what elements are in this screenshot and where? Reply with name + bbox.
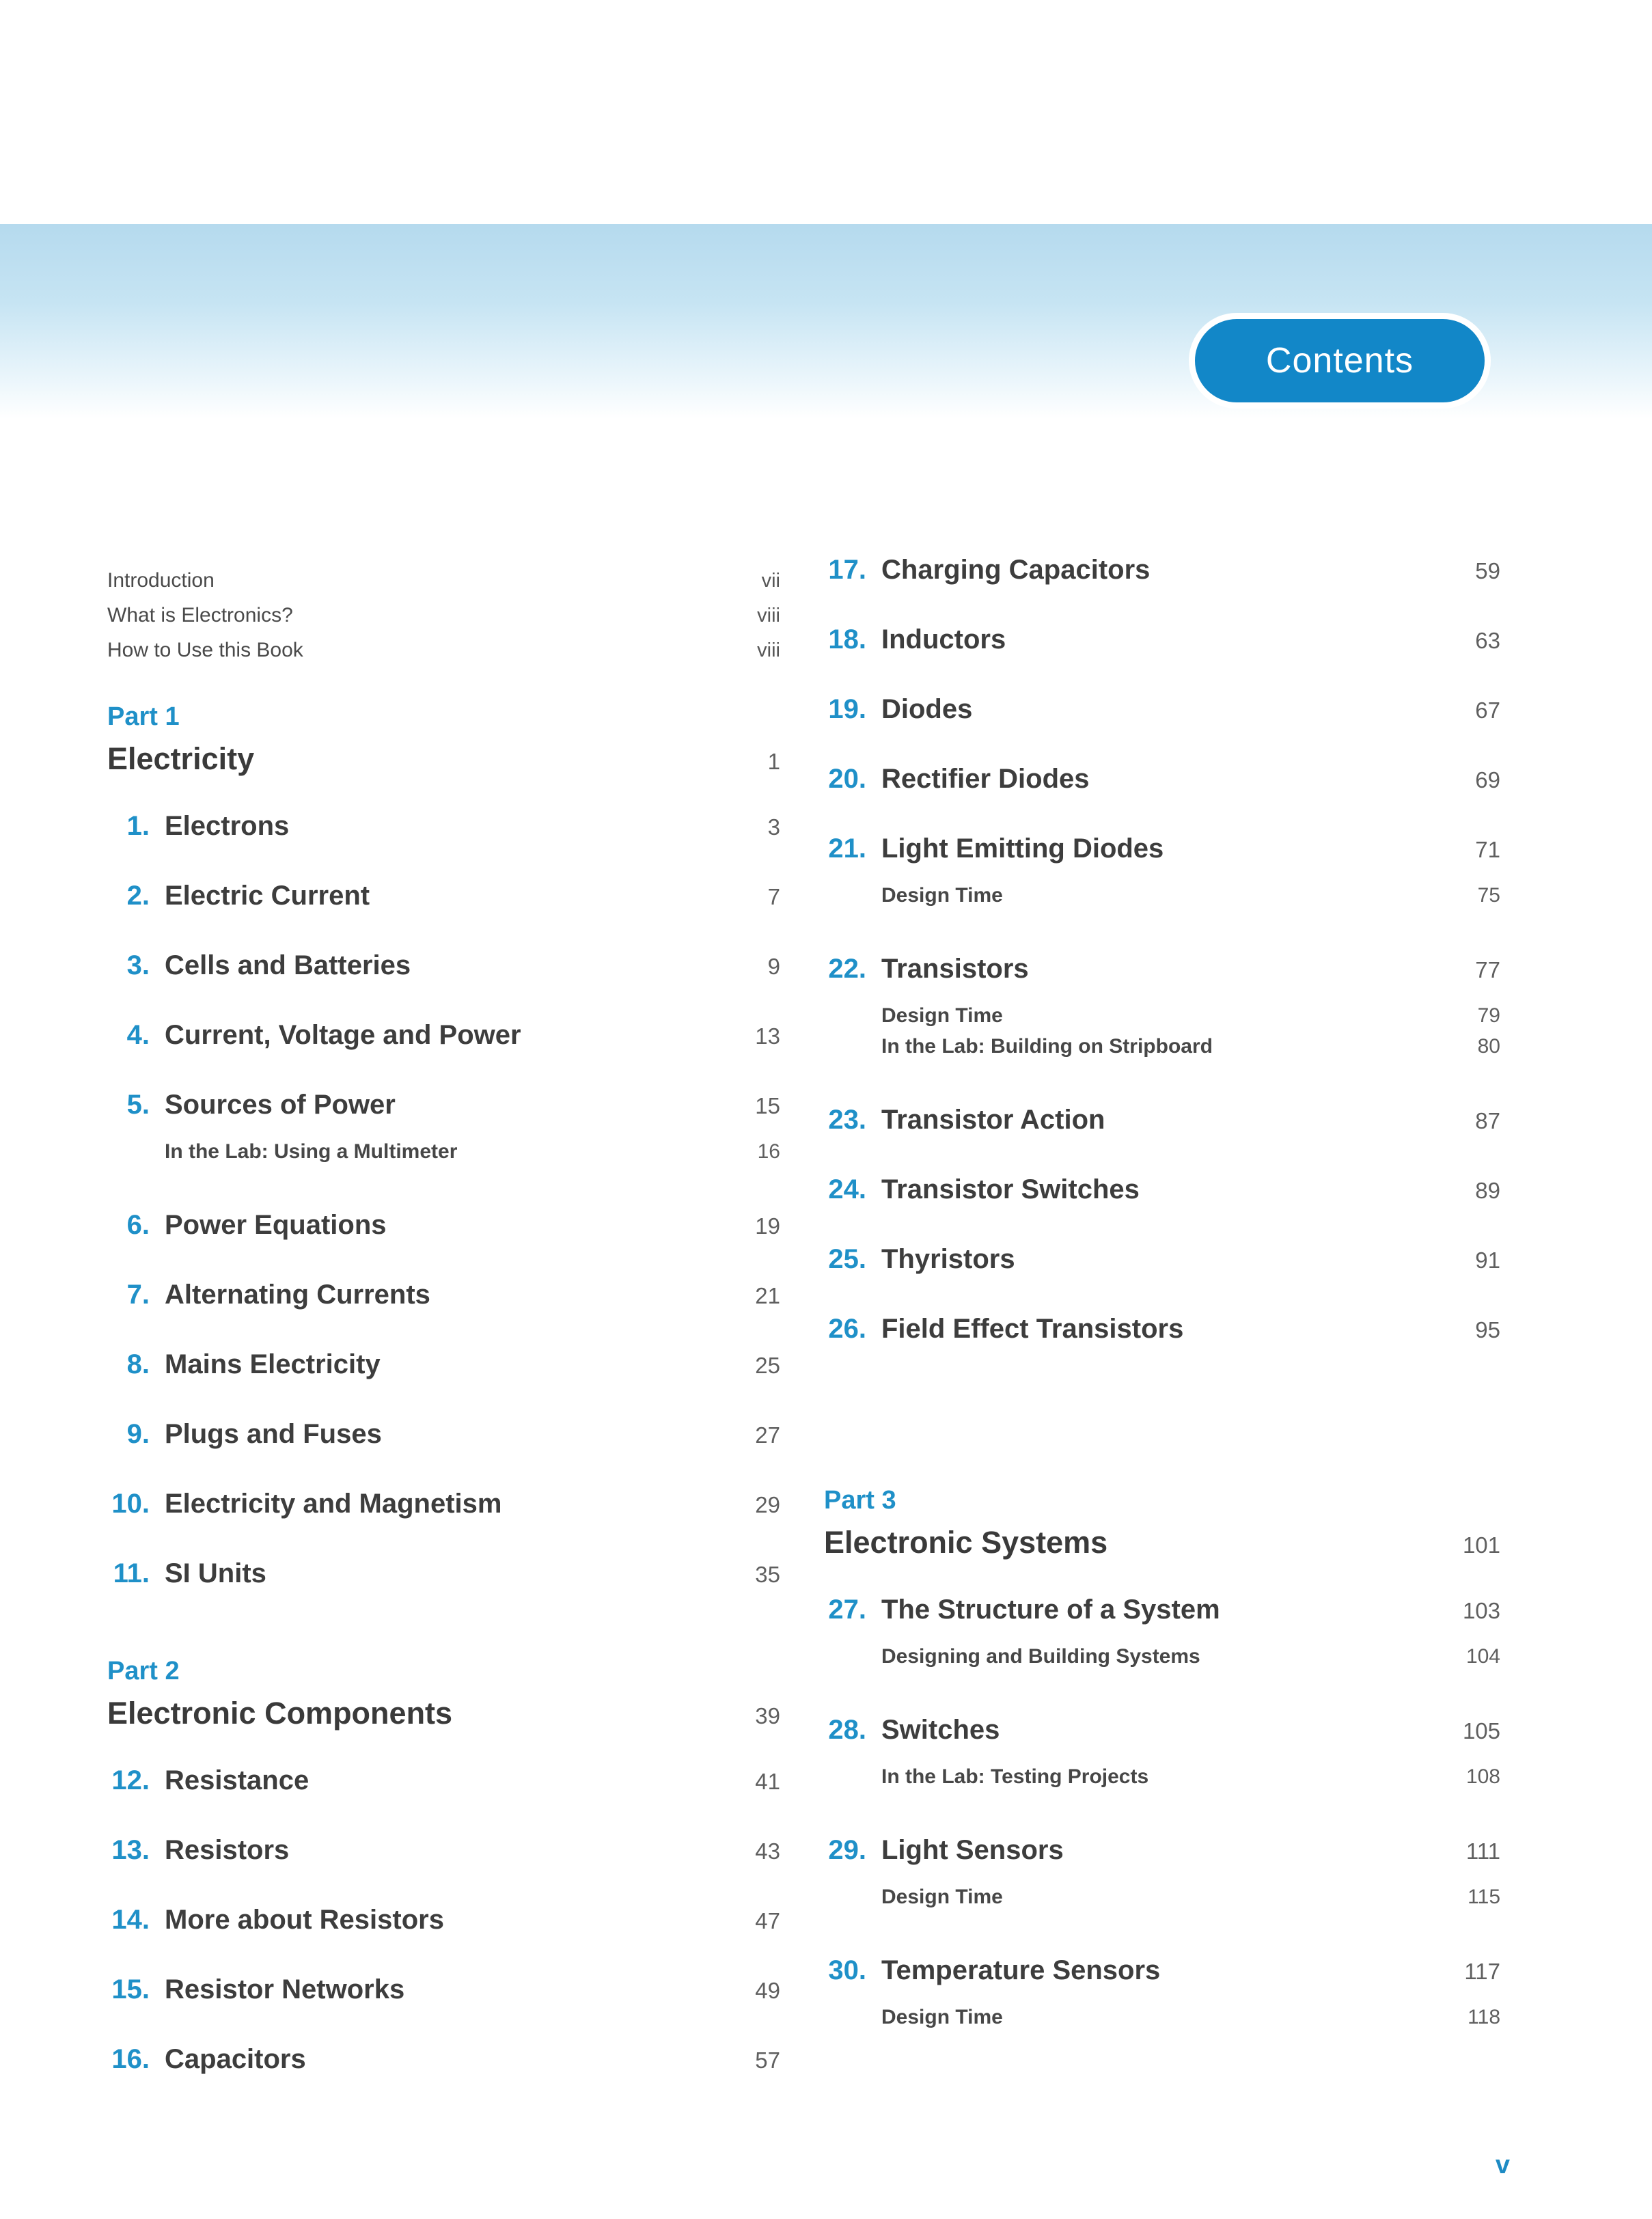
page-ref: 105 xyxy=(1462,1718,1500,1744)
page-ref: 75 xyxy=(1477,884,1500,907)
toc-chapter-entry xyxy=(824,624,1500,655)
page-ref: 101 xyxy=(1462,1532,1500,1558)
toc-front-matter-entry xyxy=(107,639,780,662)
toc-sub-entry xyxy=(824,2006,1500,2029)
toc-part-section xyxy=(824,1486,1500,1595)
page-ref: 59 xyxy=(1475,558,1500,583)
page-ref: 13 xyxy=(755,1023,780,1049)
page-ref: viii xyxy=(757,605,780,626)
chapter-title: Resistance xyxy=(165,1765,309,1795)
chapter-title: Thyristors xyxy=(881,1244,1015,1274)
chapter-title: Charging Capacitors xyxy=(881,555,1151,585)
page-ref: 71 xyxy=(1475,837,1500,862)
page-ref: 63 xyxy=(1475,628,1500,653)
chapter-title: Transistors xyxy=(881,954,1029,984)
page-ref: 115 xyxy=(1468,1886,1500,1908)
toc-chapter-entry xyxy=(107,811,780,842)
page-ref: 77 xyxy=(1475,957,1500,982)
toc-chapter-entry xyxy=(107,2044,780,2075)
toc-chapter-entry xyxy=(107,1489,780,1519)
chapter-number: 25. xyxy=(828,1244,866,1274)
page-ref: 57 xyxy=(755,2048,780,2073)
toc-chapter-entry xyxy=(107,881,780,911)
chapter-title: Mains Electricity xyxy=(165,1349,381,1379)
page-ref: 3 xyxy=(767,814,780,840)
chapter-number: 5. xyxy=(126,1090,150,1120)
page-ref: 67 xyxy=(1475,698,1500,723)
chapter-number: 3. xyxy=(126,950,150,980)
page-ref: 108 xyxy=(1465,1765,1500,1788)
part-label: Part 3 xyxy=(824,1486,896,1515)
toc-chapter-entry xyxy=(107,1090,780,1120)
chapter-number: 16. xyxy=(111,2044,150,2074)
toc-chapter-entry xyxy=(107,1349,780,1380)
toc-chapter-entry xyxy=(824,555,1500,585)
toc-chapter-entry xyxy=(107,1419,780,1450)
chapter-number: 28. xyxy=(828,1715,866,1745)
page-ref: 89 xyxy=(1475,1178,1500,1203)
page-ref: 35 xyxy=(755,1562,780,1587)
chapter-title: Sources of Power xyxy=(165,1090,396,1120)
page-ref: 15 xyxy=(755,1093,780,1118)
chapter-title: Inductors xyxy=(881,624,1006,654)
page-ref: 103 xyxy=(1462,1598,1500,1623)
chapter-number: 13. xyxy=(111,1835,150,1865)
toc-sub-entry xyxy=(824,1886,1500,1909)
page-ref: 25 xyxy=(755,1353,780,1378)
toc-sub-entry xyxy=(824,1645,1500,1668)
part-title: Electronic Components xyxy=(107,1696,453,1731)
part-label: Part 1 xyxy=(107,702,180,731)
chapter-title: Plugs and Fuses xyxy=(165,1419,382,1449)
part-title-row xyxy=(824,1525,1500,1560)
chapter-title: Capacitors xyxy=(165,2044,306,2074)
toc-chapter-entry xyxy=(824,1955,1500,1986)
toc-chapter-entry xyxy=(824,1835,1500,1866)
part-title-row xyxy=(107,741,780,777)
chapter-number: 10. xyxy=(111,1489,150,1519)
sub-entry-title: In the Lab: Testing Projects xyxy=(881,1765,1149,1788)
toc-column-left xyxy=(107,569,780,2114)
chapter-number: 26. xyxy=(828,1314,866,1344)
chapter-number: 17. xyxy=(828,555,866,585)
chapter-title: SI Units xyxy=(165,1558,266,1588)
page-ref: 39 xyxy=(755,1703,780,1728)
toc-chapter-entry xyxy=(824,1174,1500,1205)
chapter-title: Electric Current xyxy=(165,881,370,911)
front-matter-title: How to Use this Book xyxy=(107,639,303,661)
chapter-title: Switches xyxy=(881,1715,1000,1745)
page-ref: 21 xyxy=(755,1283,780,1308)
sub-entry-title: In the Lab: Building on Stripboard xyxy=(881,1035,1213,1058)
toc-chapter-entry xyxy=(107,1835,780,1866)
page-ref: 41 xyxy=(755,1769,780,1794)
chapter-number: 30. xyxy=(828,1955,866,1985)
toc-chapter-entry xyxy=(824,1105,1500,1135)
page-ref: 47 xyxy=(755,1908,780,1933)
chapter-title: More about Resistors xyxy=(165,1905,444,1935)
sub-entry-title: Designing and Building Systems xyxy=(881,1645,1200,1668)
page-ref: 9 xyxy=(767,954,780,979)
chapter-number: 21. xyxy=(828,833,866,864)
toc-sub-entry xyxy=(824,1004,1500,1028)
chapter-title: Transistor Action xyxy=(881,1105,1105,1135)
page-ref: 91 xyxy=(1475,1248,1500,1273)
chapter-number: 20. xyxy=(828,764,866,794)
chapter-number: 24. xyxy=(828,1174,866,1204)
chapter-title: Rectifier Diodes xyxy=(881,764,1090,794)
page-ref: 79 xyxy=(1477,1004,1500,1027)
chapter-number: 27. xyxy=(828,1595,866,1625)
sub-entry-title: Design Time xyxy=(881,1004,1003,1027)
chapter-title: Electricity and Magnetism xyxy=(165,1489,502,1519)
chapter-number: 1. xyxy=(126,811,150,841)
chapter-title: Cells and Batteries xyxy=(165,950,411,980)
chapter-number: 4. xyxy=(126,1020,150,1050)
page-ref: viii xyxy=(757,639,780,661)
page-ref: 118 xyxy=(1468,2006,1500,2028)
toc-chapter-entry xyxy=(107,1765,780,1796)
chapter-title: Diodes xyxy=(881,694,973,724)
toc-sub-entry xyxy=(107,1140,780,1163)
chapter-number: 2. xyxy=(126,881,150,911)
page-ref: 49 xyxy=(755,1978,780,2003)
page-ref: 27 xyxy=(755,1422,780,1448)
page-ref: 95 xyxy=(1475,1317,1500,1342)
toc-chapter-entry xyxy=(107,1280,780,1310)
chapter-title: Transistor Switches xyxy=(881,1174,1140,1204)
toc-chapter-entry xyxy=(824,954,1500,984)
toc-part-section xyxy=(107,1657,780,1765)
page-ref: 19 xyxy=(755,1213,780,1239)
toc-chapter-entry xyxy=(107,950,780,981)
chapter-number: 6. xyxy=(126,1210,150,1240)
front-matter-title: What is Electronics? xyxy=(107,604,293,626)
toc-chapter-entry xyxy=(107,1905,780,1935)
toc-chapter-entry xyxy=(824,833,1500,864)
toc-sub-entry xyxy=(824,1035,1500,1058)
page-ref: 43 xyxy=(755,1838,780,1864)
page-ref: vii xyxy=(761,570,780,592)
toc-part-section xyxy=(107,702,780,811)
chapter-title: The Structure of a System xyxy=(881,1595,1220,1625)
chapter-title: Light Sensors xyxy=(881,1835,1064,1865)
chapter-number: 18. xyxy=(828,624,866,654)
page-ref: 69 xyxy=(1475,767,1500,792)
page-ref: 7 xyxy=(767,884,780,909)
front-matter-title: Introduction xyxy=(107,569,215,592)
chapter-number: 23. xyxy=(828,1105,866,1135)
chapter-number: 19. xyxy=(828,694,866,724)
chapter-number: 15. xyxy=(111,1974,150,2004)
page-ref: 111 xyxy=(1465,1838,1500,1864)
toc-chapter-entry xyxy=(107,1974,780,2005)
chapter-title: Alternating Currents xyxy=(165,1280,430,1310)
part-title: Electronic Systems xyxy=(824,1525,1108,1560)
toc-column-right xyxy=(824,555,1500,2076)
toc-chapter-entry xyxy=(824,1595,1500,1625)
toc-chapter-entry xyxy=(107,1020,780,1051)
sub-entry-title: Design Time xyxy=(881,1886,1003,1908)
chapter-number: 11. xyxy=(113,1558,150,1588)
chapter-title: Field Effect Transistors xyxy=(881,1314,1184,1344)
chapter-title: Power Equations xyxy=(165,1210,387,1240)
part-label: Part 2 xyxy=(107,1657,180,1685)
page-ref: 29 xyxy=(755,1492,780,1517)
chapter-number: 29. xyxy=(828,1835,866,1865)
chapter-number: 14. xyxy=(111,1905,150,1935)
part-title: Electricity xyxy=(107,741,255,776)
chapter-number: 9. xyxy=(126,1419,150,1449)
page-ref: 117 xyxy=(1464,1959,1500,1984)
toc-chapter-entry xyxy=(107,1558,780,1589)
toc-chapter-entry xyxy=(824,1314,1500,1345)
part-title-row xyxy=(107,1696,780,1731)
contents-badge-label: Contents xyxy=(1265,341,1414,381)
chapter-number: 22. xyxy=(828,954,866,984)
contents-badge xyxy=(1189,313,1491,409)
page-ref: 80 xyxy=(1477,1035,1500,1058)
folio-page-number: v xyxy=(1495,2151,1510,2179)
chapter-title: Temperature Sensors xyxy=(881,1955,1161,1985)
toc-chapter-entry xyxy=(824,1715,1500,1746)
toc-sub-entry xyxy=(824,884,1500,907)
toc-chapter-entry xyxy=(107,1210,780,1241)
toc-front-matter-entry xyxy=(107,569,780,592)
chapter-title: Resistors xyxy=(165,1835,290,1865)
toc-chapter-entry xyxy=(824,694,1500,725)
sub-entry-title: In the Lab: Using a Multimeter xyxy=(165,1140,458,1163)
chapter-number: 12. xyxy=(111,1765,150,1795)
chapter-title: Current, Voltage and Power xyxy=(165,1020,521,1050)
chapter-title: Light Emitting Diodes xyxy=(881,833,1164,864)
page-ref: 104 xyxy=(1465,1645,1500,1668)
toc-chapter-entry xyxy=(824,764,1500,795)
page-ref: 87 xyxy=(1475,1108,1500,1133)
page-ref: 1 xyxy=(767,749,780,774)
page-ref: 16 xyxy=(757,1140,780,1163)
chapter-title: Electrons xyxy=(165,811,290,841)
sub-entry-title: Design Time xyxy=(881,2006,1003,2028)
toc-front-matter-entry xyxy=(107,604,780,627)
chapter-number: 8. xyxy=(126,1349,150,1379)
chapter-number: 7. xyxy=(126,1280,150,1310)
chapter-title: Resistor Networks xyxy=(165,1974,405,2004)
toc-chapter-entry xyxy=(824,1244,1500,1275)
sub-entry-title: Design Time xyxy=(881,884,1003,907)
toc-sub-entry xyxy=(824,1765,1500,1789)
